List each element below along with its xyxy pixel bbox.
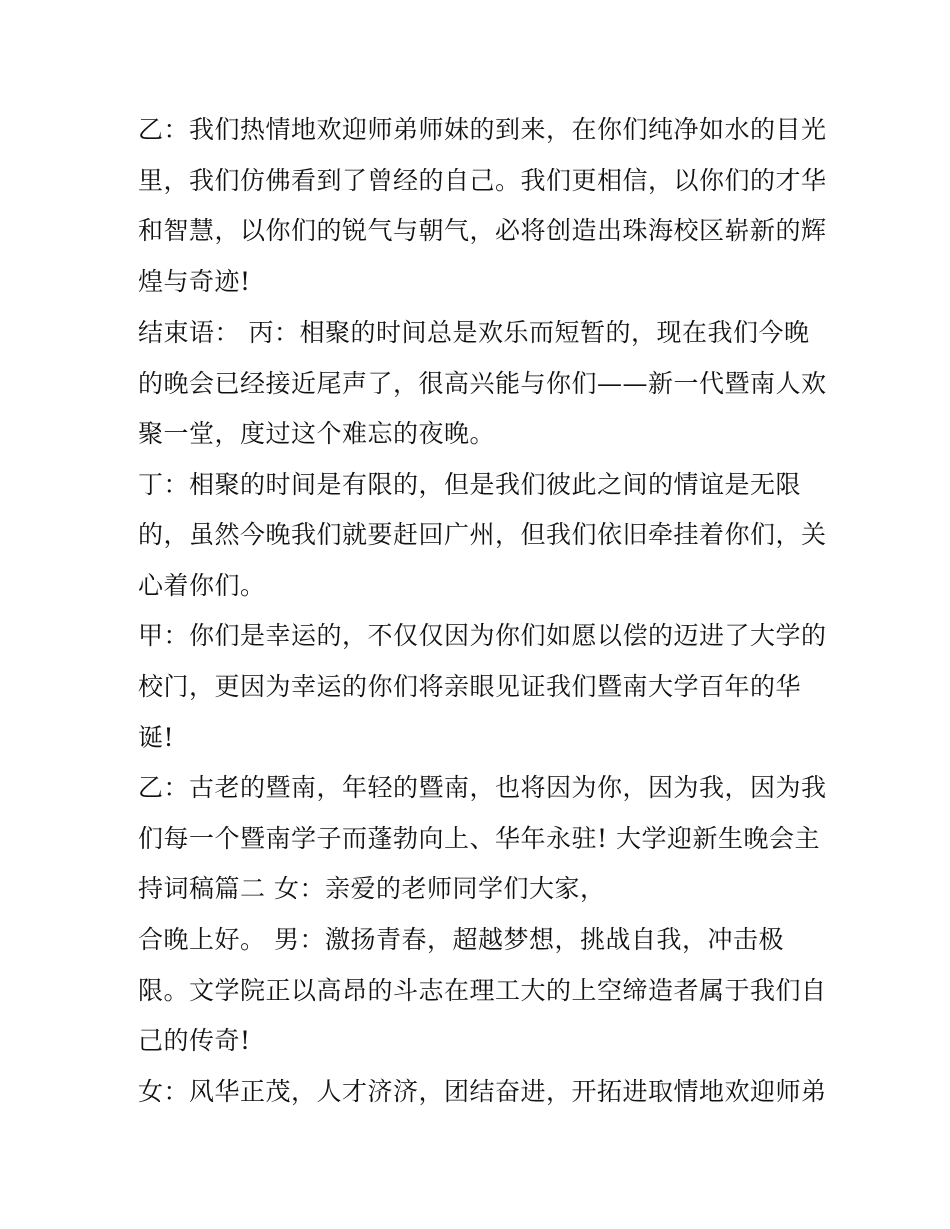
text-line: 丁：相聚的时间是有限的，但是我们彼此之间的情谊是无限 [138,470,802,499]
text-line: 里，我们仿佛看到了曾经的自己。我们更相信，以你们的才华 [138,166,827,195]
text-line: 煌与奇迹! [138,267,251,296]
text-line: 结束语： 丙：相聚的时间总是欢乐而短暂的，现在我们今晚 [138,318,810,347]
text-line: 的，虽然今晚我们就要赶回广州，但我们依旧牵挂着你们，关 [138,520,827,549]
text-line: 乙：我们热情地欢迎师弟师妹的到来，在你们纯净如水的目光 [138,115,827,144]
text-line: 们每一个暨南学子而蓬勃向上、华年永驻! 大学迎新生晚会主 [138,824,820,853]
text-line: 己的传奇! [138,1026,251,1055]
text-line: 甲：你们是幸运的，不仅仅因为你们如愿以偿的迈进了大学的 [138,621,827,650]
text-line: 女：风华正茂，人才济济，团结奋进，开拓进取情地欢迎师弟 [138,1077,827,1106]
text-line: 心着你们。 [138,571,266,600]
text-line: 的晚会已经接近尾声了，很高兴能与你们——新一代暨南人欢 [138,369,827,398]
text-line: 乙：古老的暨南，年轻的暨南，也将因为你，因为我，因为我 [138,773,827,802]
text-line: 限。文学院正以高昂的斗志在理工大的上空缔造者属于我们自 [138,976,827,1005]
text-line: 和智慧，以你们的锐气与朝气，必将创造出珠海校区崭新的辉 [138,216,827,245]
text-line: 聚一堂，度过这个难忘的夜晚。 [138,419,496,448]
text-line: 诞! [138,723,175,752]
text-line: 持词稿篇二 女：亲爱的老师同学们大家， [138,874,606,903]
text-line: 合晚上好。 男：激扬青春，超越梦想，挑战自我，冲击极 [138,925,784,954]
text-line: 校门，更因为幸运的你们将亲眼见证我们暨南大学百年的华 [138,672,802,701]
